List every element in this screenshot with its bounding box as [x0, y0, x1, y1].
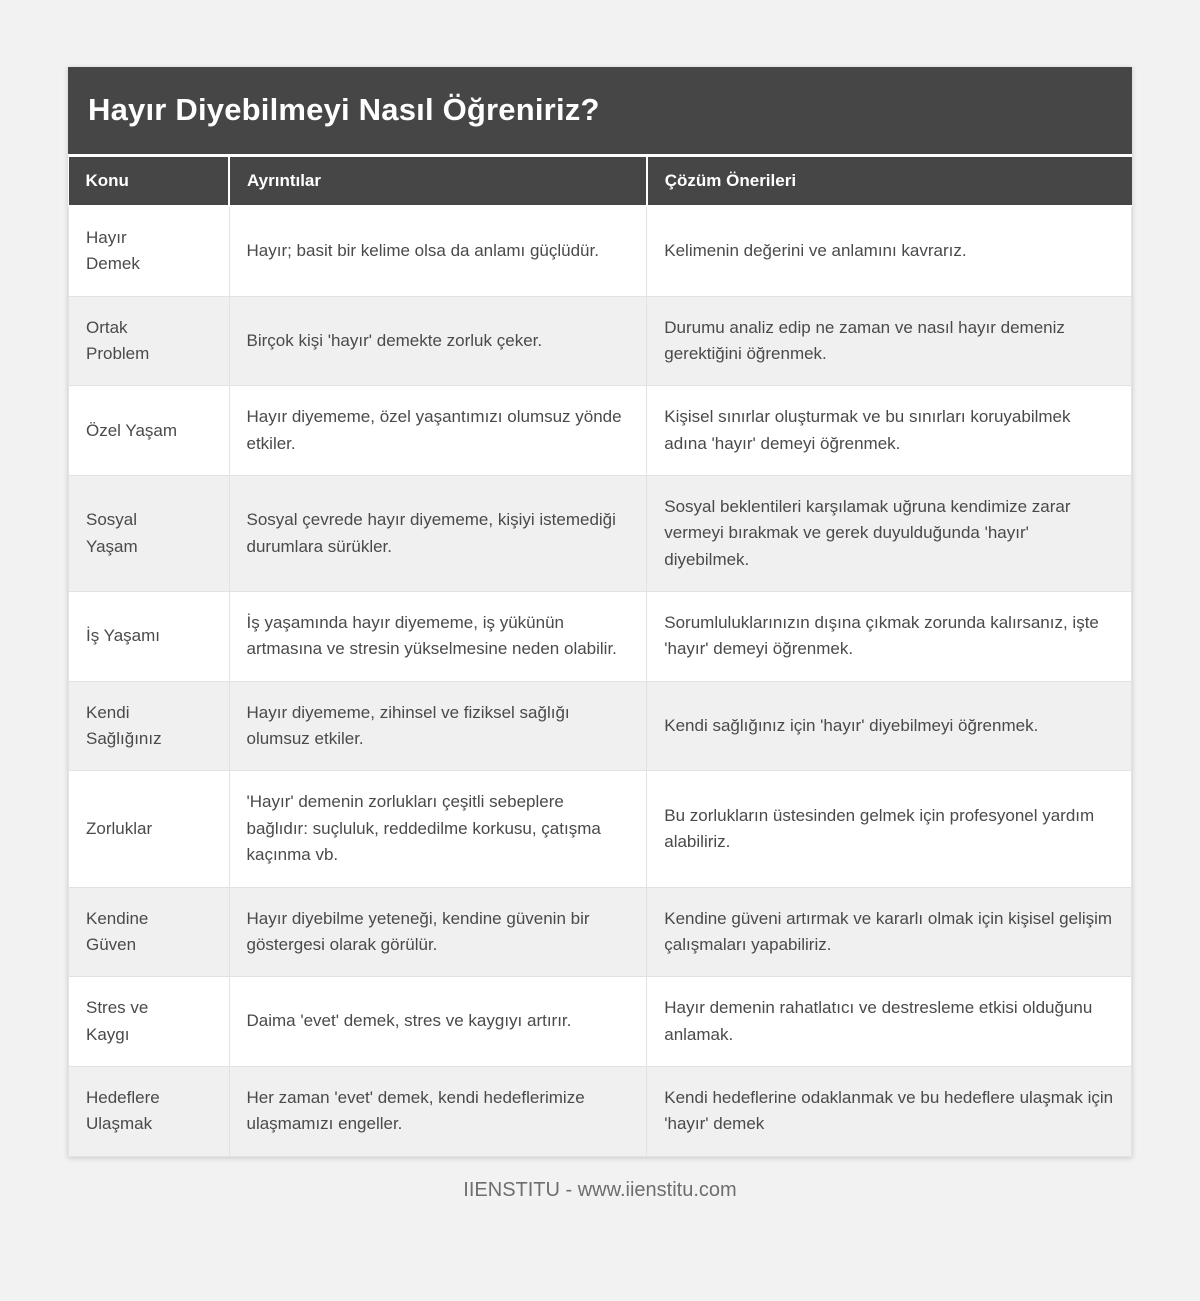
cell-konu-text: Kendi Sağlığınız	[86, 702, 162, 749]
cell-konu-text: Ortak Problem	[86, 317, 150, 364]
column-header-konu: Konu	[69, 157, 230, 206]
cell-ayrintilar: Sosyal çevrede hayır diyememe, kişiyi istemediği durumlara sürükler.	[229, 476, 647, 592]
cell-cozum: Kelimenin değerini ve anlamını kavrarız.	[647, 206, 1132, 296]
table-row	[69, 887, 1132, 977]
cell-ayrintilar: İş yaşamında hayır diyememe, iş yükünün artmasına ve stresin yükselmesine neden olabilir.	[229, 592, 647, 682]
cell-ayrintilar: Daima 'evet' demek, stres ve kaygıyı artırır.	[229, 977, 647, 1067]
cell-cozum: Kendi sağlığınız için 'hayır' diyebilmeyi öğrenmek.	[647, 681, 1132, 771]
cell-konu-text: Stres ve Kaygı	[86, 998, 149, 1044]
cell-cozum: Kişisel sınırlar oluşturmak ve bu sınırları koruyabilmek adına 'hayır' demeyi öğrenmek.	[647, 386, 1132, 476]
column-header-cozum-onerileri: Çözüm Önerileri	[647, 157, 1132, 206]
cell-konu	[69, 681, 230, 771]
cell-konu-text: Özel Yaşam	[86, 420, 178, 440]
table-row	[69, 977, 1132, 1067]
table-header-row	[69, 157, 1132, 206]
table-row	[69, 681, 1132, 771]
table-row	[69, 206, 1132, 296]
table-row	[69, 386, 1132, 476]
content-table	[68, 157, 1132, 1157]
table-row	[69, 592, 1132, 682]
article-table-card	[68, 67, 1132, 1157]
cell-konu	[69, 1066, 230, 1156]
cell-konu	[69, 977, 230, 1067]
cell-ayrintilar: Birçok kişi 'hayır' demekte zorluk çeker.	[229, 296, 647, 386]
cell-ayrintilar: Hayır diyememe, özel yaşantımızı olumsuz yönde etkiler.	[229, 386, 647, 476]
cell-ayrintilar: Her zaman 'evet' demek, kendi hedeflerimize ulaşmamızı engeller.	[229, 1066, 647, 1156]
cell-ayrintilar: Hayır; basit bir kelime olsa da anlamı güçlüdür.	[229, 206, 647, 296]
cell-konu	[69, 386, 230, 476]
cell-cozum: Hayır demenin rahatlatıcı ve destresleme etkisi olduğunu anlamak.	[647, 977, 1132, 1067]
cell-konu	[69, 592, 230, 682]
cell-konu	[69, 206, 230, 296]
cell-konu	[69, 771, 230, 887]
table-row	[69, 296, 1132, 386]
cell-cozum: Bu zorlukların üstesinden gelmek için profesyonel yardım alabiliriz.	[647, 771, 1132, 887]
cell-cozum: Kendine güveni artırmak ve kararlı olmak için kişisel gelişim çalışmaları yapabiliriz.	[647, 887, 1132, 977]
cell-cozum: Kendi hedeflerine odaklanmak ve bu hedeflere ulaşmak için 'hayır' demek	[647, 1066, 1132, 1156]
cell-cozum: Durumu analiz edip ne zaman ve nasıl hayır demeniz gerektiğini öğrenmek.	[647, 296, 1132, 386]
cell-ayrintilar: Hayır diyememe, zihinsel ve fiziksel sağlığı olumsuz etkiler.	[229, 681, 647, 771]
site-attribution: IIENSTITU - www.iienstitu.com	[463, 1178, 737, 1201]
table-row	[69, 771, 1132, 887]
cell-cozum: Sosyal beklentileri karşılamak uğruna kendimize zarar vermeyi bırakmak ve gerek duyulduğunda 'hayır' diyebilmek.	[647, 476, 1132, 592]
table-row	[69, 1066, 1132, 1156]
cell-konu-text: Zorluklar	[86, 818, 153, 838]
cell-konu-text: İş Yaşamı	[86, 626, 161, 646]
table-row	[69, 476, 1132, 592]
cell-ayrintilar: Hayır diyebilme yeteneği, kendine güvenin bir göstergesi olarak görülür.	[229, 887, 647, 977]
cell-konu	[69, 296, 230, 386]
cell-konu	[69, 476, 230, 592]
cell-ayrintilar: 'Hayır' demenin zorlukları çeşitli sebeplere bağlıdır: suçluluk, reddedilme korkusu, çatışma kaçınma vb.	[229, 771, 647, 887]
cell-konu-text: Kendine Güven	[86, 908, 149, 954]
cell-cozum: Sorumluluklarınızın dışına çıkmak zorunda kalırsanız, işte 'hayır' demeyi öğrenmek.	[647, 592, 1132, 682]
cell-konu	[69, 887, 230, 977]
cell-konu-text: Sosyal Yaşam	[86, 510, 138, 556]
cell-konu-text: Hayır Demek	[86, 228, 140, 274]
column-header-ayrintilar: Ayrıntılar	[229, 157, 647, 206]
cell-konu-text: Hedeflere Ulaşmak	[86, 1087, 160, 1134]
page-title: Hayır Diyebilmeyi Nasıl Öğreniriz?	[68, 67, 1132, 157]
